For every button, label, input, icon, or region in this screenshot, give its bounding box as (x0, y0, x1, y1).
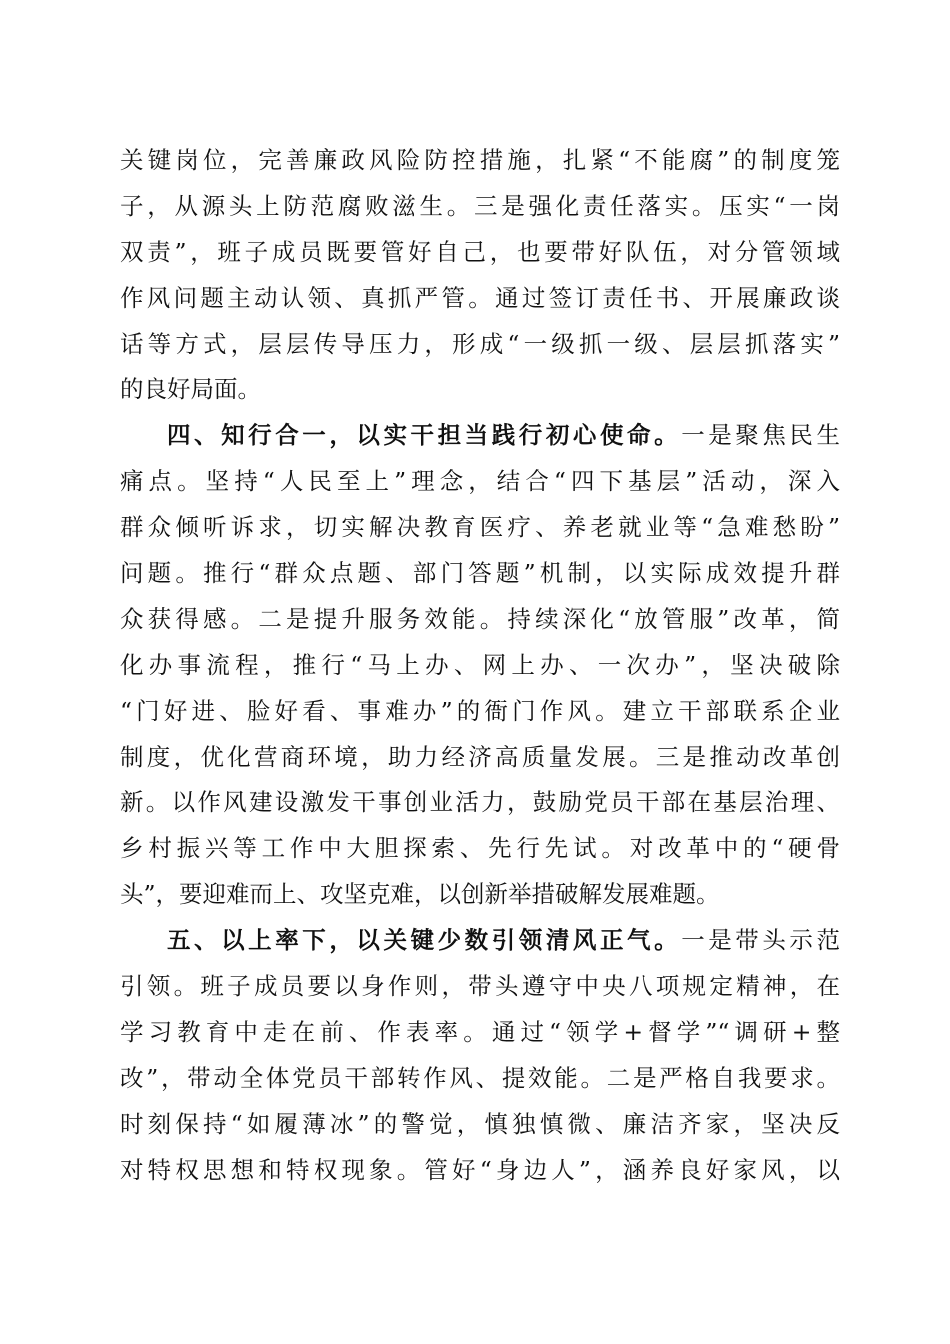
text-line: 化办事流程，推行“马上办、网上办、一次办”，坚决破除 (120, 650, 840, 679)
text-line: 制度，优化营商环境，助力经济高质量发展。三是推动改革创 (120, 742, 840, 771)
paragraph-first-line (120, 413, 840, 459)
section-heading-five: 五、以上率下，以关键少数引领清风正气。 (167, 926, 682, 955)
text-line: 的良好局面。 (120, 375, 261, 404)
text-line: 学习教育中走在前、作表率。通过“领学+督学”“调研+整 (120, 1017, 841, 1046)
text-line: 关键岗位，完善廉政风险防控措施，扎紧“不能腐”的制度笼 (120, 146, 840, 174)
document-body (120, 138, 840, 1193)
first-line-text: 一是聚焦民生 (681, 421, 840, 450)
section-heading-four: 四、知行合一，以实干担当践行初心使命。 (167, 421, 682, 450)
text-line: 作风问题主动认领、真抓严管。通过签订责任书、开展廉政谈 (120, 283, 840, 312)
text-line: 双责”，班子成员既要管好自己，也要带好队伍，对分管领域 (120, 237, 840, 266)
text-line: 头”，要迎难而上、攻坚克难，以创新举措破解发展难题。 (120, 880, 720, 909)
text-line: 乡村振兴等工作中大胆探索、先行先试。对改革中的“硬骨 (120, 834, 840, 863)
text-line: 众获得感。二是提升服务效能。持续深化“放管服”改革，简 (120, 604, 840, 633)
text-line: 新。以作风建设激发干事创业活力，鼓励党员干部在基层治理、 (120, 788, 840, 817)
text-line: 问题。推行“群众点题、部门答题”机制，以实际成效提升群 (120, 559, 840, 588)
paragraph-responsibility (120, 138, 840, 413)
text-line: 群众倾听诉求，切实解决教育医疗、养老就业等“急难愁盼” (120, 513, 840, 542)
text-line: 时刻保持“如履薄冰”的警觉，慎独慎微、廉洁齐家，坚决反 (120, 1109, 840, 1138)
text-line: “门好进、脸好看、事难办”的衙门作风。建立干部联系企业 (120, 696, 840, 725)
text-line: 对特权思想和特权现象。管好“身边人”，涵养良好家风，以 (120, 1155, 840, 1184)
text-line: 改”，带动全体党员干部转作风、提效能。二是严格自我要求。 (120, 1063, 840, 1092)
text-line: 引领。班子成员要以身作则，带头遵守中央八项规定精神，在 (120, 972, 840, 1001)
text-line: 痛点。坚持“人民至上”理念，结合“四下基层”活动，深入 (120, 467, 840, 496)
paragraph-section-five (120, 918, 840, 1193)
first-line-text: 一是带头示范 (681, 926, 840, 955)
paragraph-section-four (120, 413, 840, 918)
paragraph-first-line (120, 918, 840, 964)
text-line: 话等方式，层层传导压力，形成“一级抓一级、层层抓落实” (120, 329, 840, 358)
text-line: 子，从源头上防范腐败滋生。三是强化责任落实。压实“一岗 (120, 191, 840, 220)
